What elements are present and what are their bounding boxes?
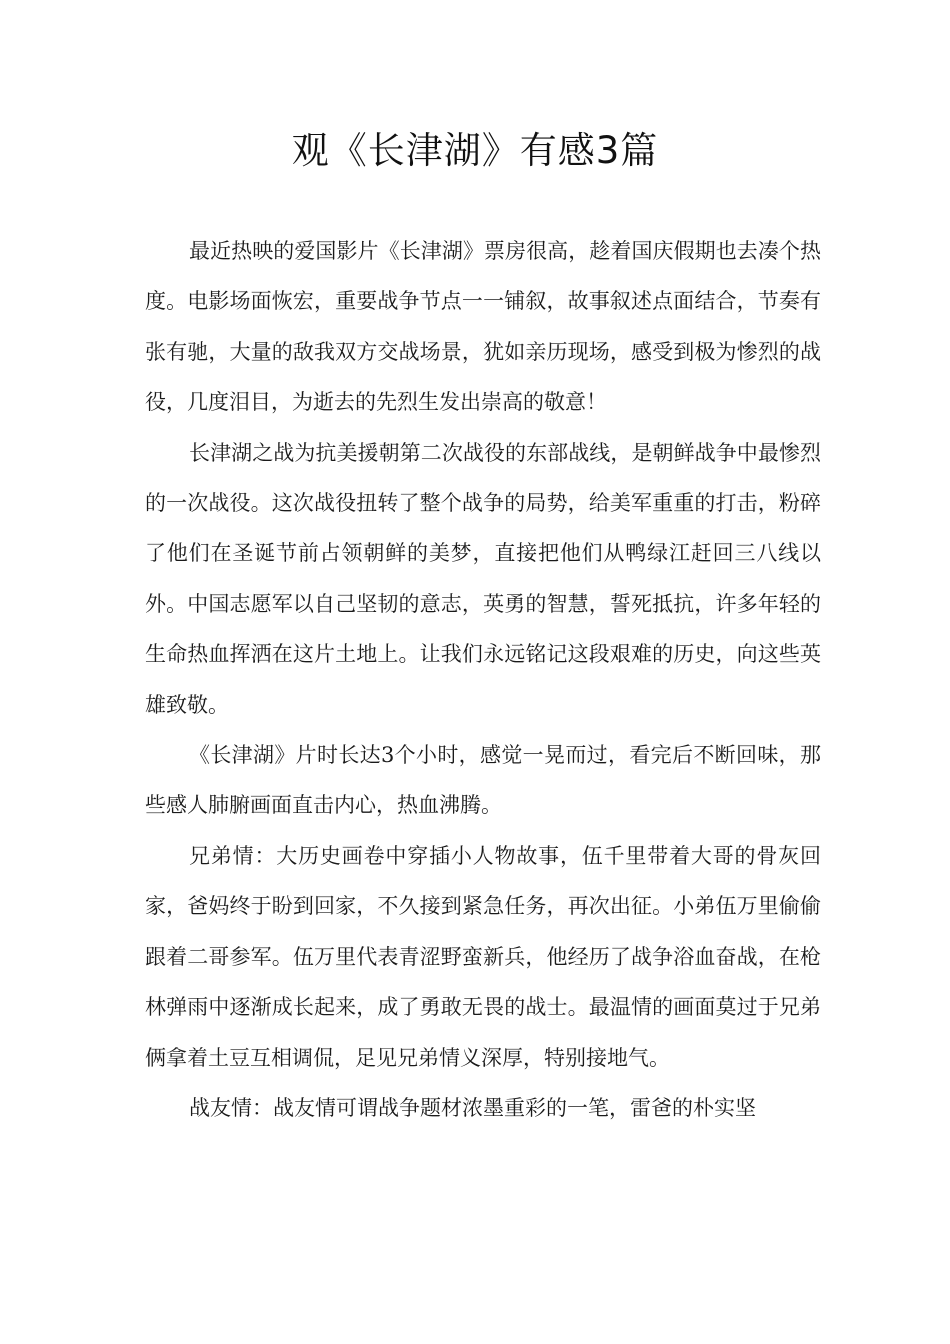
- paragraph: 《长津湖》片时长达3个小时，感觉一晃而过，看完后不断回味，那些感人肺腑画面直击内心，热血沸腾。: [145, 743, 821, 818]
- paragraph: 最近热映的爱国影片《长津湖》票房很高，趁着国庆假期也去凑个热度。电影场面恢宏，重要战争节点一一铺叙，故事叙述点面结合，节奏有张有驰，大量的敌我双方交战场景，犹如亲历现场，感受到极为惨烈的战役，几度泪目，为逝去的先烈生发出崇高的敬意！: [145, 239, 821, 415]
- paragraph: 兄弟情：大历史画卷中穿插小人物故事，伍千里带着大哥的骨灰回家，爸妈终于盼到回家，不久接到紧急任务，再次出征。小弟伍万里偷偷跟着二哥参军。伍万里代表青涩野蛮新兵，他经历了战争浴血奋战，在枪林弹雨中逐渐成长起来，成了勇敢无畏的战士。最温情的画面莫过于兄弟俩拿着土豆互相调侃，足见兄弟情义深厚，特别接地气。: [145, 843, 821, 1070]
- document-body: [145, 226, 821, 1133]
- paragraph: 长津湖之战为抗美援朝第二次战役的东部战线，是朝鲜战争中最惨烈的一次战役。这次战役扭转了整个战争的局势，给美军重重的打击，粉碎了他们在圣诞节前占领朝鲜的美梦，直接把他们从鸭绿江赶回三八线以外。中国志愿军以自己坚韧的意志，英勇的智慧，誓死抵抗，许多年轻的生命热血挥洒在这片土地上。让我们永远铭记这段艰难的历史，向这些英雄致敬。: [145, 440, 821, 717]
- paragraph: 战友情：战友情可谓战争题材浓墨重彩的一笔，雷爸的朴实坚: [189, 1095, 756, 1120]
- page-title: 观《长津湖》有感3篇: [291, 129, 659, 172]
